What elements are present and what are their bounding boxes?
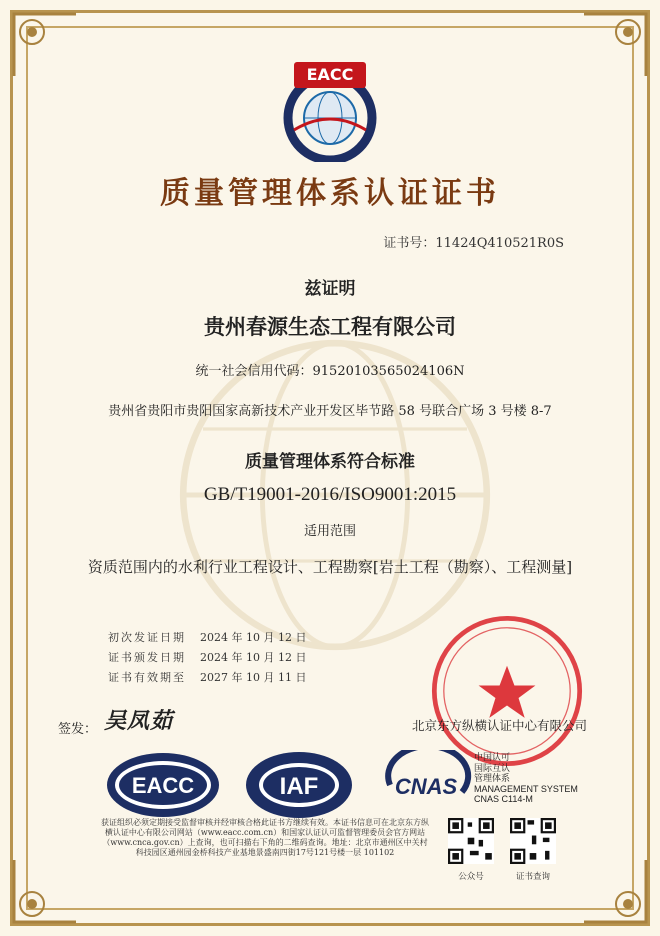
cnas-badge-label: CNAS [394, 774, 458, 799]
cnas-line: 国际互认 [474, 762, 511, 773]
certify-line: 兹证明 [304, 279, 356, 299]
qr-caption-wechat: 公众号 [458, 872, 484, 882]
signature-label: 签发： [58, 722, 98, 737]
standard: GB/T19001-2016/ISO9001:2015 [203, 484, 457, 505]
footer-notice: 获证组织必须定期接受监督审核并经审核合格此证书方继续有效。本证书信息可在北京东方纵横认证中心有限公司网站（www.eacc.com.cn）和国家认证认可监督管理委员会官方网站（www.cnca.gov.cn）上查询，也可扫描右下角的二维码查询。地址：北京市通州区中关村科技园区通州园金桥科技产业基地景盛南四街17号121号楼一层 101102 [101, 818, 429, 857]
date-row-issue [108, 647, 306, 667]
corner-ornament-bottom-right [580, 856, 650, 926]
qr-code-certificate-query[interactable] [510, 818, 556, 864]
corner-ornament-top-left [10, 10, 80, 80]
company-address: 贵州省贵阳市贵阳国家高新技术产业开发区毕节路 58 号联合广场 3 号楼 8-7 [108, 404, 552, 419]
date-label: 证书有效期至 [108, 671, 186, 684]
cnas-line: CNAS C114-M [474, 794, 533, 804]
cnas-line: 管理体系 [474, 773, 511, 783]
corner-ornament-top-right [580, 10, 650, 80]
corner-ornament-bottom-left [10, 856, 80, 926]
qr-code-wechat[interactable] [448, 818, 494, 864]
conformity-line: 质量管理体系符合标准 [245, 452, 415, 472]
cnas-line: 中国认可 [474, 752, 511, 762]
eacc-badge [104, 750, 222, 820]
date-value: 2024 年 10 月 12 日 [200, 631, 307, 644]
scope: 资质范围内的水利行业工程设计、工程勘察[岩土工程（勘察）、工程测量] [87, 558, 573, 576]
iaf-badge [244, 750, 354, 820]
iaf-badge-label: IAF [279, 773, 319, 800]
cnas-description [474, 752, 578, 805]
dates-block [108, 627, 306, 687]
date-row-expiry [108, 667, 306, 687]
official-seal [428, 612, 586, 770]
eacc-badge-label: EACC [131, 773, 195, 798]
signature: 吴凤茹 [104, 708, 174, 734]
date-label: 证书颁发日期 [108, 651, 186, 664]
qr-caption-query: 证书查询 [515, 872, 550, 882]
company-name: 贵州春源生态工程有限公司 [204, 314, 456, 339]
certificate-number: 证书号：11424Q410521R0S [383, 236, 564, 251]
date-value: 2024 年 10 月 12 日 [200, 651, 307, 664]
issuer-name: 北京东方纵横认证中心有限公司 [412, 718, 588, 733]
credit-code: 统一社会信用代码：91520103565024106N [195, 364, 465, 379]
date-label: 初次发证日期 [108, 631, 186, 644]
cnas-line: MANAGEMENT SYSTEM [474, 783, 578, 794]
certificate-title: 质量管理体系认证证书 [160, 176, 500, 211]
date-row-initial [108, 627, 306, 647]
cnas-badge [380, 750, 472, 820]
eacc-logo-acronym: EACC [294, 62, 366, 88]
scope-label: 适用范围 [303, 524, 356, 539]
date-value: 2027 年 10 月 11 日 [200, 671, 307, 684]
